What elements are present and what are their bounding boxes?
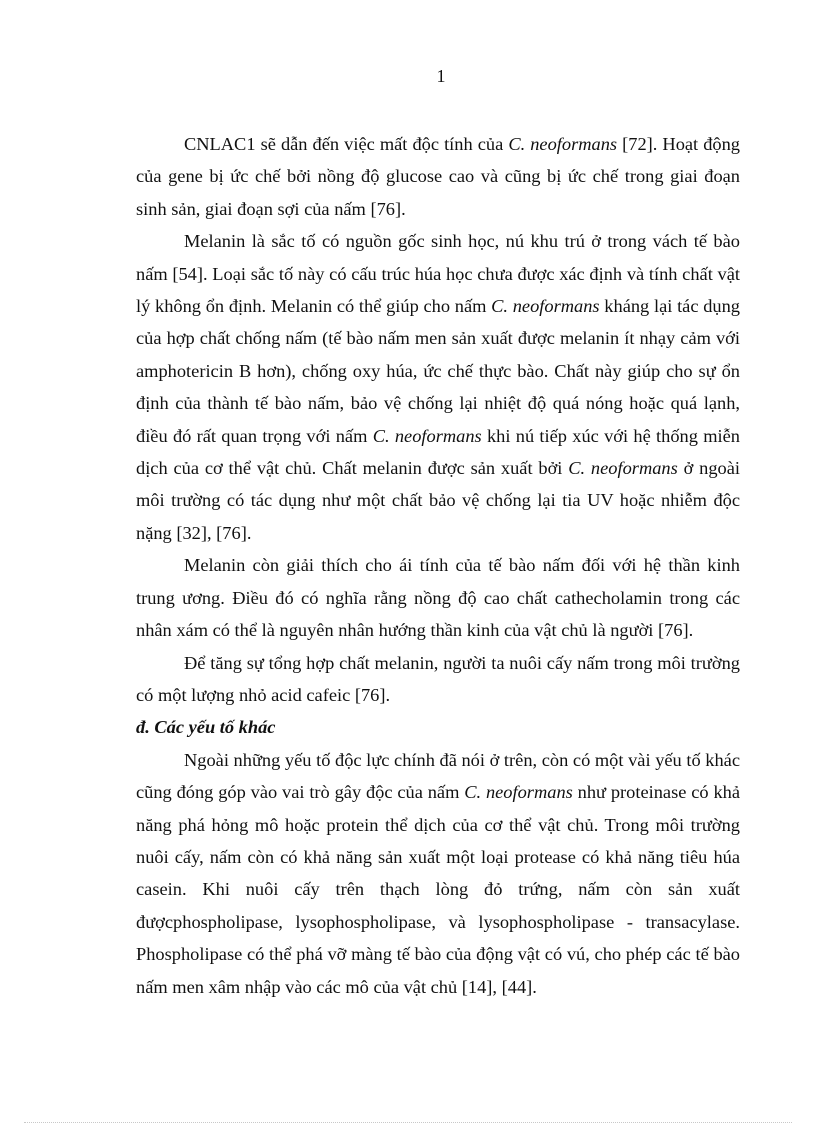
text-run: CNLAC1 sẽ dẫn đến việc mất độc tính của	[184, 134, 509, 154]
text-run: [72]. Hoạt động của gene bị ức chế bởi nồng độ glucose cao và cũng bị ức chế trong giai đoạn sinh sản, giai đoạn sợi của nấm [76].	[136, 134, 740, 219]
text-run: ở ngoài môi trường có tác dụng như một chất bảo vệ chống lại tia UV hoặc nhiễm độc nặng [32], [76].	[136, 458, 741, 543]
paragraph	[136, 647, 740, 712]
species-name: C. neoformans	[568, 458, 678, 479]
text-run: kháng lại tác dụng của hợp chất chống nấm (tế bào nấm men sản xuất được melanin ít nhạy cảm với amphotericin B hơn), chống oxy húa, ức chế thực bào. Chất này giúp cho sự ổn định của thành tế bào nấm, bảo vệ chống lại nhiệt độ quá nóng hoặc quá lạnh, điều đó rất quan trọng với nấm	[136, 296, 741, 446]
species-name: C. neoformans	[464, 782, 573, 803]
text-run: Melanin là sắc tố có nguồn gốc sinh học, nú khu trú ở trong vách tế bào nấm [54]. Loại sắc tố này có cấu trúc húa học chưa được xác định và tính chất vật lý không ổn định. Melanin có thể giúp cho nấm	[136, 231, 740, 317]
species-name: C. neoformans	[372, 425, 482, 446]
species-name: C. neoformans	[491, 296, 600, 317]
section-heading: đ. Các yếu tố khác	[136, 717, 276, 738]
paragraph	[136, 744, 740, 1003]
paragraph	[136, 225, 740, 549]
text-run: khi nú tiếp xúc với hệ thống miễn dịch của cơ thể vật chủ. Chất melanin được sản xuất bởi	[136, 425, 741, 479]
text-run: Melanin còn giải thích cho ái tính của tế bào nấm đối với hệ thần kinh trung ương. Điều đó có nghĩa rằng nồng độ cao chất cathecholamin trong các nhân xám có thể là nguyên nhân hướng thần kinh của vật chủ là người [76].	[136, 555, 740, 641]
document-body	[136, 128, 740, 1003]
paragraph	[136, 549, 740, 646]
paragraph	[136, 128, 740, 225]
text-run: như proteinase có khả năng phá hỏng mô hoặc protein thể dịch của cơ thể vật chủ. Trong môi trường nuôi cấy, nấm còn có khả năng sản xuất một loại protease có khả năng tiêu húa casein. Khi nuôi cấy trên thạch lòng đỏ trứng, nấm còn sản xuất đượcphospholipase, lysophospholipase, và lysophospholipase - transacylase. Phospholipase có thể phá vỡ màng tế bào của động vật có vú, cho phép các tế bào nấm men xâm nhập vào các mô của vật chủ [14], [44].	[136, 782, 740, 997]
page-number: 1	[436, 66, 446, 86]
text-run: Để tăng sự tổng hợp chất melanin, người ta nuôi cấy nấm trong môi trường có một lượng nhỏ acid cafeic [76].	[136, 652, 740, 705]
species-name: C. neoformans	[508, 134, 618, 154]
text-run: Ngoài những yếu tố độc lực chính đã nói ở trên, còn có một vài yếu tố khác cũng đóng góp vào vai trò gây độc của nấm	[136, 749, 740, 803]
